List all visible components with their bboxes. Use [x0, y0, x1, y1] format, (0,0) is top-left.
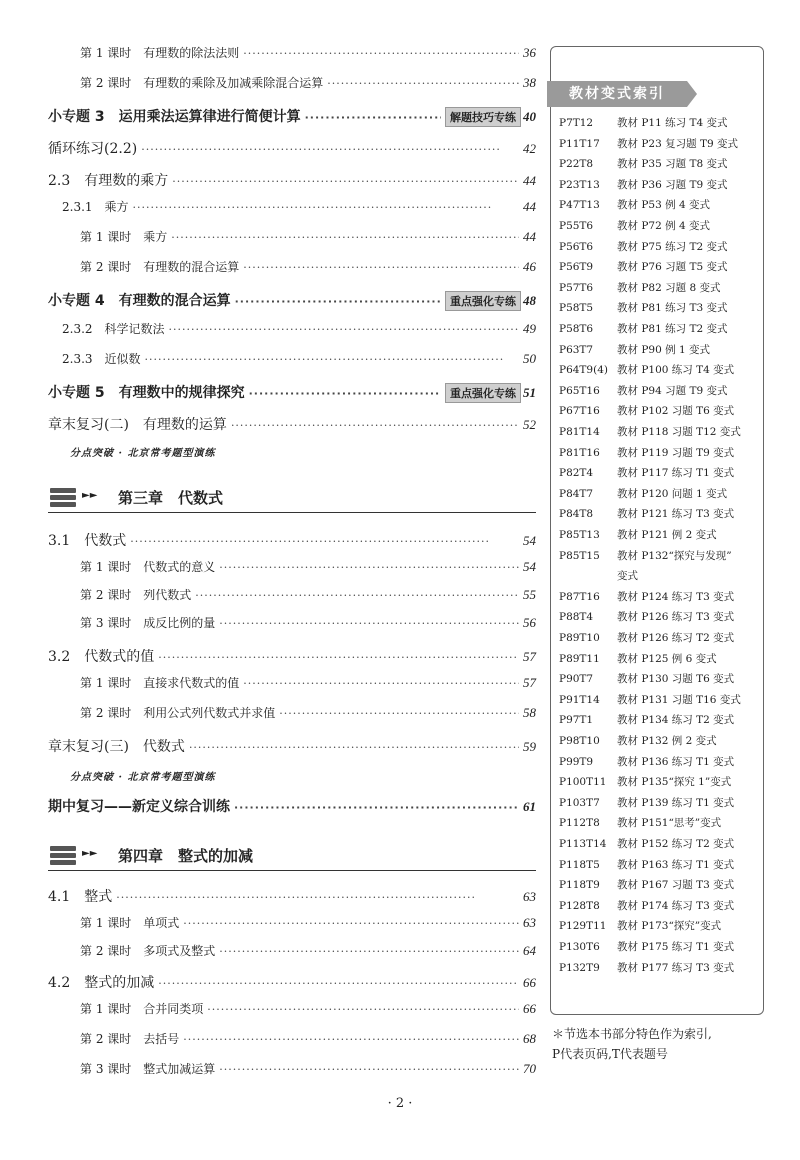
- index-row: [559, 712, 734, 727]
- index-row: [559, 733, 717, 748]
- index-key: P128T8: [559, 899, 600, 912]
- toc-entry-label: 第 1 课时 单项式: [80, 916, 180, 930]
- dot-leader: [145, 353, 519, 366]
- index-row: [559, 342, 710, 357]
- arrow-icon: ►►: [82, 848, 98, 859]
- toc-entry[interactable]: [48, 530, 536, 550]
- index-value: 教材 P121 练习 T3 变式: [617, 508, 735, 521]
- toc-page-number: 63: [523, 915, 536, 930]
- index-key: P89T10: [559, 632, 600, 644]
- toc-page-number: 66: [523, 1001, 536, 1016]
- index-row: [559, 383, 727, 398]
- index-row: [559, 774, 731, 789]
- dot-leader: [327, 77, 519, 90]
- toc-entry-label: 第 2 课时 去括号: [80, 1032, 180, 1046]
- toc-entry[interactable]: [48, 796, 536, 816]
- toc-entry[interactable]: [80, 558, 536, 575]
- index-row: [559, 692, 741, 707]
- index-row: [559, 321, 727, 336]
- index-key: P81T14: [559, 426, 600, 438]
- index-value: 教材 P124 练习 T3 变式: [617, 590, 735, 603]
- index-row: [559, 486, 727, 501]
- toc-page-number: 38: [523, 75, 536, 90]
- index-row: [559, 960, 734, 975]
- toc-page-number: 57: [523, 675, 536, 690]
- index-value: 教材 P100 练习 T4 变式: [617, 364, 735, 377]
- index-row: [559, 362, 734, 377]
- index-row: [559, 609, 734, 624]
- index-key: P11T17: [559, 137, 600, 150]
- toc-entry-label: 第 3 课时 成反比例的量: [80, 616, 216, 630]
- index-row: [559, 115, 727, 130]
- index-row: [559, 939, 734, 954]
- index-value: 教材 P118 习题 T12 变式: [617, 426, 741, 438]
- index-key: P56T6: [559, 240, 594, 253]
- toc-entry[interactable]: [48, 972, 536, 992]
- dot-leader: [195, 589, 519, 602]
- toc-entry-label: 3.1 代数式: [48, 533, 127, 549]
- index-value: 教材 P131 习题 T16 变式: [617, 693, 741, 706]
- dot-leader: [219, 617, 519, 630]
- index-title: 教材变式索引: [547, 81, 687, 107]
- index-key: P65T16: [559, 384, 600, 397]
- index-key: P47T13: [559, 199, 600, 212]
- index-key: P98T10: [559, 735, 600, 747]
- index-value: 教材 P121 例 2 变式: [617, 529, 717, 541]
- toc-entry[interactable]: [62, 198, 536, 215]
- index-row: [559, 589, 734, 604]
- index-value: 教材 P90 例 1 变式: [617, 343, 710, 356]
- footnote-line: P代表页码,T代表题号: [552, 1047, 668, 1061]
- index-value: 教材 P117 练习 T1 变式: [617, 467, 735, 480]
- toc-entry-label: 2.3.1 乘方: [62, 200, 129, 214]
- toc-entry-label: 第 1 课时 有理数的除法法则: [80, 46, 240, 60]
- toc-entry[interactable]: [80, 1030, 536, 1047]
- toc-note: 分点突破 · 北京常考题型演练: [70, 448, 216, 459]
- index-key: P82T4: [559, 467, 594, 480]
- dot-leader: [235, 295, 441, 308]
- textbook-variant-index: [550, 46, 764, 1015]
- toc-page-number: 54: [523, 559, 536, 574]
- toc-note: 分点突破 · 北京常考题型演练: [70, 772, 216, 783]
- index-row: [559, 671, 734, 686]
- index-row: [559, 506, 734, 521]
- chapter-heading: [48, 844, 536, 871]
- page-number: · 2 ·: [387, 1096, 413, 1111]
- index-row: [559, 403, 734, 418]
- index-row: [559, 445, 734, 460]
- toc-page-number: 58: [523, 705, 536, 720]
- index-row: [559, 239, 727, 254]
- index-value: 教材 P177 练习 T3 变式: [617, 961, 735, 974]
- dot-leader: [207, 1003, 519, 1016]
- index-value: 教材 P134 练习 T2 变式: [617, 714, 735, 727]
- toc-entry[interactable]: [80, 258, 536, 275]
- index-row: [559, 836, 734, 851]
- index-row: [559, 630, 734, 645]
- index-row: [559, 280, 720, 295]
- index-value: 教材 P126 练习 T2 变式: [617, 632, 735, 644]
- index-key: P87T16: [559, 590, 600, 603]
- toc-page-number: 55: [523, 587, 536, 602]
- toc-entry[interactable]: [80, 586, 536, 603]
- index-key: P88T4: [559, 611, 594, 624]
- toc-entry[interactable]: [80, 44, 536, 61]
- dot-leader: [116, 891, 519, 904]
- index-value: 教材 P11 练习 T4 变式: [617, 117, 728, 129]
- index-key: P7T12: [559, 117, 594, 129]
- index-row: [559, 918, 721, 933]
- index-key: P118T9: [559, 879, 600, 892]
- toc-entry[interactable]: [62, 350, 536, 367]
- books-icon: [50, 488, 76, 510]
- index-value: 教材 P76 习题 T5 变式: [617, 261, 728, 274]
- index-value: 教材 P81 练习 T3 变式: [617, 302, 728, 315]
- index-value: 教材 P139 练习 T1 变式: [617, 796, 735, 809]
- index-key: P103T7: [559, 796, 600, 809]
- toc-page-number: 56: [523, 615, 536, 630]
- index-row: [559, 197, 710, 212]
- toc-entry-label: 第 3 课时 整式加减运算: [80, 1062, 216, 1076]
- dot-leader: [234, 801, 519, 814]
- toc-page-number: 63: [523, 889, 536, 904]
- index-value: 教材 P126 练习 T3 变式: [617, 611, 735, 624]
- index-key: P90T7: [559, 673, 594, 686]
- index-key: P64T9(4): [559, 364, 608, 377]
- toc-entry-label: 第 2 课时 多项式及整式: [80, 944, 216, 958]
- index-value: 教材 P135“探究 1”变式: [617, 776, 732, 789]
- toc-page-number: 44: [523, 173, 536, 188]
- toc-page-number: 52: [523, 417, 536, 432]
- dot-leader: [158, 977, 519, 990]
- index-value: 教材 P35 习题 T8 变式: [617, 158, 728, 171]
- toc-entry[interactable]: [48, 736, 536, 756]
- index-row: [559, 857, 734, 872]
- toc-entry[interactable]: [48, 106, 536, 127]
- toc-page-number: 49: [523, 321, 536, 336]
- chapter-title: 第三章 代数式: [118, 489, 224, 507]
- index-value: 教材 P132 例 2 变式: [617, 735, 717, 747]
- index-key: P97T1: [559, 714, 594, 727]
- index-key: P100T11: [559, 776, 607, 789]
- index-row: [559, 424, 741, 439]
- dot-leader: [243, 47, 519, 60]
- arrow-icon: ►►: [82, 490, 98, 501]
- index-value: 教材 P119 习题 T9 变式: [617, 446, 735, 459]
- index-key: P57T6: [559, 281, 594, 294]
- toc-entry-label: 章末复习(三) 代数式: [48, 739, 185, 755]
- toc-page-number: 44: [523, 229, 536, 244]
- index-value: 教材 P125 例 6 变式: [617, 652, 717, 665]
- index-value: 教材 P120 问题 1 变式: [617, 487, 728, 500]
- dot-leader: [219, 945, 519, 958]
- toc-entry[interactable]: [48, 290, 536, 311]
- index-value: 教材 P173“探究”变式: [617, 920, 722, 933]
- index-key: P55T6: [559, 220, 594, 232]
- index-value: 教材 P94 习题 T9 变式: [617, 384, 728, 397]
- toc-entry[interactable]: [80, 704, 536, 721]
- index-row: [559, 465, 734, 480]
- toc-entry-label: 第 2 课时 有理数的混合运算: [80, 260, 240, 274]
- toc-entry-label: 第 2 课时 有理数的乘除及加减乘除混合运算: [80, 76, 324, 90]
- toc-entry[interactable]: [48, 138, 536, 158]
- index-row: [559, 218, 710, 233]
- index-key: P22T8: [559, 158, 594, 171]
- toc-page-number: 44: [523, 199, 536, 214]
- toc-entry[interactable]: [80, 674, 536, 691]
- toc-page-number: 54: [523, 533, 536, 548]
- index-key: P58T6: [559, 323, 594, 335]
- toc-page-number: 40: [523, 109, 536, 124]
- index-row: [559, 795, 734, 810]
- toc-entry[interactable]: [48, 170, 536, 190]
- toc-entry[interactable]: [48, 646, 536, 666]
- index-row: [559, 754, 734, 769]
- toc-page-number: 64: [523, 943, 536, 958]
- dot-leader: [189, 741, 519, 754]
- toc-entry-label: 第 2 课时 利用公式列代数式并求值: [80, 706, 276, 720]
- index-key: P63T7: [559, 343, 594, 356]
- index-key: P58T5: [559, 302, 594, 315]
- index-value: 变式: [617, 570, 638, 583]
- toc-entry-label: 3.2 代数式的值: [48, 649, 155, 665]
- index-key: P81T16: [559, 446, 600, 459]
- toc-page-number: 70: [523, 1061, 536, 1076]
- toc-entry-label: 2.3.3 近似数: [62, 352, 141, 366]
- index-key: P118T5: [559, 858, 600, 871]
- footnote-line: ＊节选本书部分特色作为索引,: [552, 1027, 712, 1041]
- toc-entry[interactable]: [80, 1000, 536, 1017]
- index-row: [559, 898, 734, 913]
- index-row: [559, 177, 727, 192]
- dot-leader: [279, 707, 519, 720]
- toc-entry-label: 循环练习(2.2): [48, 141, 138, 157]
- dot-leader: [171, 231, 519, 244]
- index-value: 教材 P53 例 4 变式: [617, 199, 710, 212]
- toc-entry-label: 小专题 5 有理数中的规律探究: [48, 385, 245, 401]
- index-row: [559, 568, 638, 583]
- index-value: 教材 P130 习题 T6 变式: [617, 673, 735, 686]
- toc-entry-label: 章末复习(二) 有理数的运算: [48, 417, 227, 433]
- dot-leader: [243, 261, 519, 274]
- books-icon: [50, 846, 76, 868]
- dot-leader: [133, 201, 519, 214]
- index-value: 教材 P132“探究与发现”: [617, 549, 732, 562]
- index-value: 教材 P75 练习 T2 变式: [617, 240, 728, 253]
- toc-entry-label: 期中复习——新定义综合训练: [48, 799, 230, 815]
- index-key: P23T13: [559, 178, 600, 191]
- index-key: P132T9: [559, 961, 600, 974]
- dot-leader: [243, 677, 519, 690]
- dot-leader: [231, 419, 519, 432]
- toc-entry-label: 2.3 有理数的乘方: [48, 173, 169, 189]
- toc-page-number: 61: [523, 799, 536, 814]
- toc-entry[interactable]: [80, 942, 536, 959]
- dot-leader: [183, 1033, 519, 1046]
- dot-leader: [158, 651, 519, 664]
- toc-entry-label: 小专题 4 有理数的混合运算: [48, 293, 231, 309]
- index-row: [559, 136, 738, 151]
- toc-entry[interactable]: [80, 1060, 536, 1077]
- index-value: 教材 P163 练习 T1 变式: [617, 858, 735, 871]
- toc-page-number: 48: [523, 293, 536, 308]
- index-value: 教材 P151“思考”变式: [617, 817, 722, 830]
- toc-entry-label: 4.2 整式的加减: [48, 975, 155, 991]
- index-value: 教材 P136 练习 T1 变式: [617, 755, 735, 768]
- toc-page-number: 66: [523, 975, 536, 990]
- toc-entry-label: 2.3.2 科学记数法: [62, 322, 165, 336]
- index-key: P84T8: [559, 508, 594, 521]
- index-key: P85T13: [559, 529, 600, 541]
- index-key: P89T11: [559, 652, 600, 665]
- index-value: 教材 P81 练习 T2 变式: [617, 323, 728, 335]
- toc-entry-label: 第 1 课时 直接求代数式的值: [80, 676, 240, 690]
- index-key: P56T9: [559, 261, 594, 274]
- index-row: [559, 815, 721, 830]
- toc-entry[interactable]: [48, 382, 536, 403]
- toc-page-number: 59: [523, 739, 536, 754]
- chapter-title: 第四章 整式的加减: [118, 847, 254, 865]
- index-row: [559, 877, 734, 892]
- index-key: P85T15: [559, 549, 600, 562]
- toc-page-number: 36: [523, 45, 536, 60]
- index-value: 教材 P174 练习 T3 变式: [617, 899, 735, 912]
- index-value: 教材 P23 复习题 T9 变式: [617, 137, 738, 150]
- dot-leader: [169, 323, 519, 336]
- index-value: 教材 P82 习题 8 变式: [617, 281, 721, 294]
- toc-entry[interactable]: [62, 320, 536, 337]
- index-key: P91T14: [559, 693, 600, 706]
- index-key: P129T11: [559, 920, 607, 933]
- index-key: P130T6: [559, 941, 600, 953]
- toc-page-number: 51: [523, 385, 536, 400]
- index-row: [559, 156, 727, 171]
- index-row: [559, 651, 717, 666]
- toc-badge: 重点强化专练: [445, 383, 521, 403]
- toc-entry-label: 第 2 课时 列代数式: [80, 588, 192, 602]
- dot-leader: [183, 917, 519, 930]
- toc-entry-label: 第 1 课时 合并同类项: [80, 1002, 204, 1016]
- index-value: 教材 P175 练习 T1 变式: [617, 941, 735, 953]
- toc-entry[interactable]: [80, 74, 536, 91]
- toc-badge: 解题技巧专练: [445, 107, 521, 127]
- toc-entry-label: 4.1 整式: [48, 889, 113, 905]
- index-row: [559, 548, 732, 563]
- toc-entry[interactable]: [48, 886, 536, 906]
- toc-page-number: 57: [523, 649, 536, 664]
- toc-badge: 重点强化专练: [445, 291, 521, 311]
- toc-entry-label: 小专题 3 运用乘法运算律进行简便计算: [48, 109, 301, 125]
- index-row: [559, 259, 727, 274]
- dot-leader: [141, 143, 519, 156]
- toc-entry[interactable]: [80, 228, 536, 245]
- dot-leader: [130, 535, 519, 548]
- toc-entry[interactable]: [80, 614, 536, 631]
- index-key: P84T7: [559, 487, 594, 500]
- dot-leader: [249, 387, 441, 400]
- index-key: P67T16: [559, 405, 600, 418]
- toc-page-number: 50: [523, 351, 536, 366]
- footnote: [552, 1024, 792, 1064]
- index-value: 教材 P36 习题 T9 变式: [617, 178, 728, 191]
- index-value: 教材 P102 习题 T6 变式: [617, 405, 735, 418]
- toc-entry[interactable]: [48, 414, 536, 434]
- dot-leader: [219, 561, 519, 574]
- toc-page-number: 42: [523, 141, 536, 156]
- index-row: [559, 300, 727, 315]
- toc-entry[interactable]: [80, 914, 536, 931]
- toc-entry-label: 第 1 课时 乘方: [80, 230, 168, 244]
- index-key: P113T14: [559, 838, 607, 850]
- chapter-heading: [48, 486, 536, 513]
- index-value: 教材 P152 练习 T2 变式: [617, 838, 735, 850]
- toc-entry-label: 第 1 课时 代数式的意义: [80, 560, 216, 574]
- index-key: P99T9: [559, 755, 594, 768]
- dot-leader: [305, 111, 441, 124]
- toc-page-number: 68: [523, 1031, 536, 1046]
- index-value: 教材 P167 习题 T3 变式: [617, 879, 735, 892]
- index-row: [559, 527, 717, 542]
- dot-leader: [219, 1063, 519, 1076]
- dot-leader: [172, 175, 519, 188]
- index-value: 教材 P72 例 4 变式: [617, 220, 710, 232]
- index-key: P112T8: [559, 817, 600, 830]
- toc-page-number: 46: [523, 259, 536, 274]
